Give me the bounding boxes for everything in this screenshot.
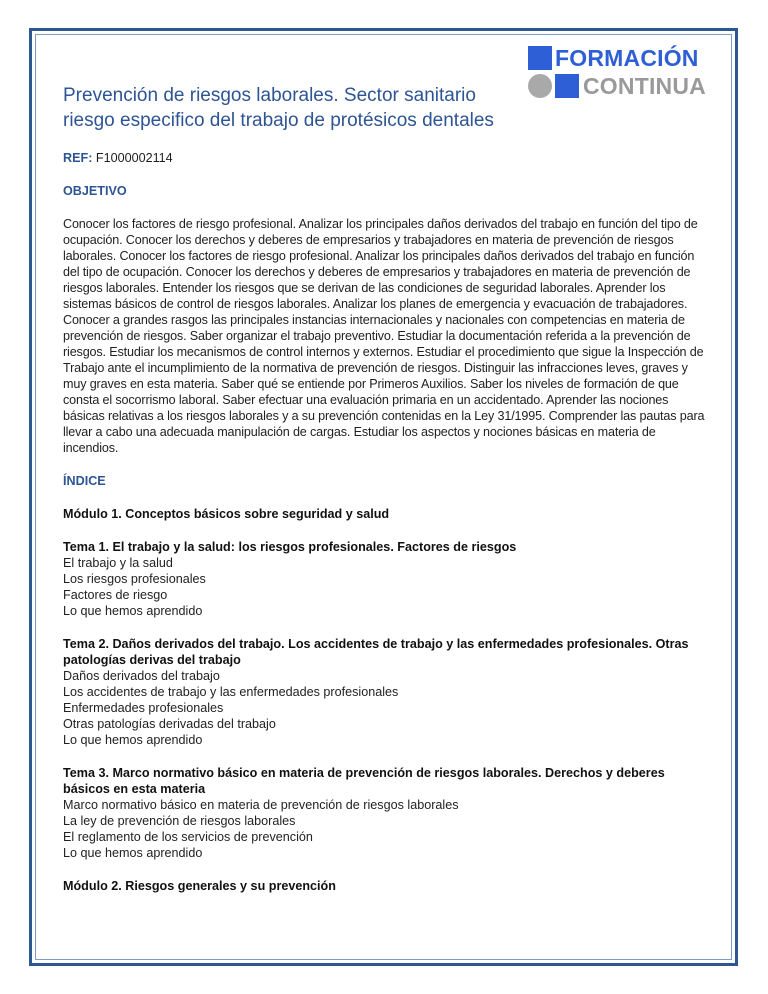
- tema-item: El reglamento de los servicios de prevención: [63, 830, 313, 844]
- logo-blue-square-icon: [528, 46, 552, 70]
- tema-item: Marco normativo básico en materia de prevención de riesgos laborales: [63, 798, 459, 812]
- logo-blue-square-icon: [555, 74, 579, 98]
- tema-block: [63, 765, 713, 861]
- tema-block: [63, 636, 713, 748]
- page-title: [63, 83, 523, 133]
- module-title: Módulo 1. Conceptos básicos sobre seguridad y salud: [63, 507, 390, 521]
- tema-item: El trabajo y la salud: [63, 556, 173, 570]
- objetivo-text: Conocer los factores de riesgo profesional. Analizar los principales daños derivados del trabajo en función del tipo de ocupación. Conocer los derechos y deberes de empresarios y trabajadores en materia de prevención de riesgos laborales. Conocer los factores de riesgo profesional. Analizar los principales daños derivados del trabajo en función del tipo de ocupación. Conocer los derechos y deberes de empresarios y trabajadores en materia de prevención de riesgos laborales. Entender los riesgos que se derivan de las condiciones de seguridad laborales. Aprender los sistemas básicos de control de riesgos laborales. Analizar los planes de emergencia y evacuación de trabajadores. Conocer a grandes rasgos las principales instancias internacionales y nacionales con competencias en materia de prevención de riesgos. Saber organizar el trabajo preventivo. Estudiar la documentación referida a la prevención de riesgos. Estudiar los mecanismos de control internos y externos. Estudiar el procedimiento que sigue la Inspección de Trabajo ante el incumplimiento de la normativa de prevención de riesgos. Distinguir las infracciones leves, graves y muy graves en esta materia. Saber qué se entiende por Primeros Auxilios. Saber los niveles de formación de que consta el socorrismo laboral. Saber efectuar una evaluación primaria en un accidentado. Aprender las nociones básicas relativas a los riesgos laborales y a su prevención contenidas en la Ley 31/1995. Comprender las pautas para llevar a cabo una adecuada manipulación de cargas. Estudiar los aspectos y nociones básicas en materia de incendios.: [63, 217, 705, 455]
- module-title: Módulo 2. Riesgos generales y su prevención: [63, 879, 336, 893]
- tema-title: Tema 2. Daños derivados del trabajo. Los accidentes de trabajo y las enfermedades profesionales. Otras patologías derivas del trabajo: [63, 637, 689, 667]
- page-title-line2: riesgo especifico del trabajo de protésicos dentales: [63, 110, 494, 131]
- tema-item: Daños derivados del trabajo: [63, 669, 220, 683]
- tema-block: [63, 539, 713, 619]
- tema-item: Enfermedades profesionales: [63, 701, 224, 715]
- objetivo-heading: OBJETIVO: [63, 184, 127, 198]
- logo-text-line1: FORMACIÓN: [555, 45, 699, 71]
- tema-item: Factores de riesgo: [63, 588, 168, 602]
- logo-text-line2: CONTINUA: [583, 73, 706, 99]
- document-body: [63, 150, 713, 911]
- tema-item: Lo que hemos aprendido: [63, 846, 203, 860]
- reference-line: [63, 150, 713, 166]
- tema-item: La ley de prevención de riesgos laborales: [63, 814, 296, 828]
- formacion-continua-logo: [528, 46, 718, 98]
- tema-item: Los accidentes de trabajo y las enfermedades profesionales: [63, 685, 399, 699]
- tema-item: Otras patologías derivadas del trabajo: [63, 717, 276, 731]
- tema-item: Lo que hemos aprendido: [63, 604, 203, 618]
- tema-title: Tema 3. Marco normativo básico en materia de prevención de riesgos laborales. Derechos y deberes básicos en esta materia: [63, 766, 665, 796]
- reference-value: F1000002114: [95, 151, 173, 165]
- reference-label: REF:: [63, 151, 93, 165]
- tema-item: Lo que hemos aprendido: [63, 733, 203, 747]
- tema-title: Tema 1. El trabajo y la salud: los riesgos profesionales. Factores de riesgos: [63, 540, 517, 554]
- logo-gray-circle-icon: [528, 74, 552, 98]
- page-title-line1: Prevención de riesgos laborales. Sector sanitario: [63, 85, 476, 106]
- indice-heading: ÍNDICE: [63, 474, 106, 488]
- tema-item: Los riesgos profesionales: [63, 572, 206, 586]
